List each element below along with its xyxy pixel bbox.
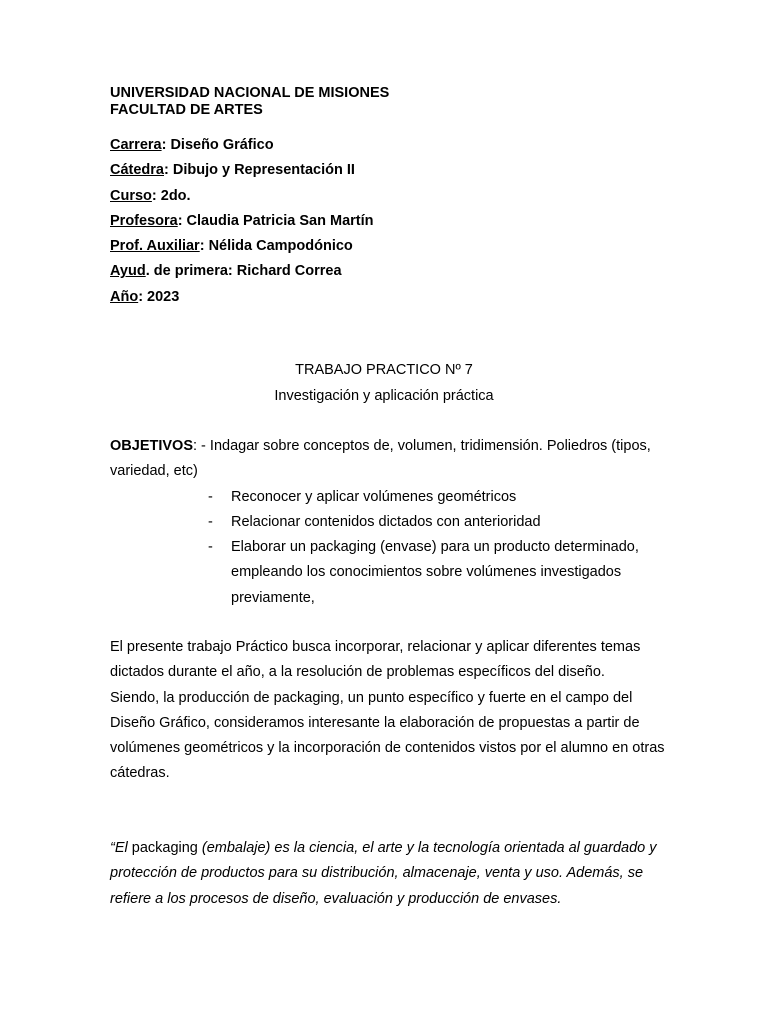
objectives-label: OBJETIVOS	[110, 438, 193, 454]
info-value: : 2023	[138, 288, 180, 305]
quote-rest: (embalaje) es la ciencia, el arte y la tecnología orientada al guardado y protección de productos para su distribución, almacenaje, venta y uso. Además, se refiere a los procesos de diseño, evaluación y producción de envases.	[110, 840, 657, 907]
info-label: Ayud	[110, 263, 146, 280]
info-value: : Nélida Campodónico	[199, 238, 353, 255]
document-header	[110, 85, 670, 119]
document-title: TRABAJO PRACTICO Nº 7	[295, 362, 473, 378]
dash-bullet: -	[208, 513, 213, 530]
info-value: : Dibujo y Representación II	[164, 162, 355, 179]
course-info	[110, 133, 670, 310]
university-name: UNIVERSIDAD NACIONAL DE MISIONES	[110, 85, 390, 101]
info-label: Prof. Auxiliar	[110, 238, 200, 255]
info-value: . de primera: Richard Correa	[145, 263, 342, 280]
body-paragraphs	[110, 635, 670, 787]
objectives-section	[110, 434, 670, 611]
info-label: Carrera	[110, 137, 162, 153]
info-line-prof-auxiliar	[110, 234, 670, 259]
packaging-quote	[110, 836, 670, 912]
info-label: Año	[110, 288, 139, 305]
objective-text: Relacionar contenidos dictados con anterioridad	[231, 513, 541, 530]
info-value: : Diseño Gráfico	[161, 137, 274, 153]
objective-first-text: : - Indagar sobre conceptos de, volumen, tridimensión. Poliedros (tipos, variedad, etc)	[110, 438, 651, 480]
paragraph-packaging: Siendo, la producción de packaging, un punto específico y fuerte en el campo del Diseño Gráfico, consideramos interesante la elaboración de propuestas a partir de volúmenes geométricos y la incorporación de contenidos vistos por el alumno en otras cátedras.	[110, 689, 665, 782]
objective-item	[110, 535, 670, 611]
objective-text: Elaborar un packaging (envase) para un producto determinado, empleando los conocimientos sobre volúmenes investigados previamente,	[231, 539, 639, 606]
objective-item	[110, 510, 670, 535]
faculty-name: FACULTAD DE ARTES	[110, 102, 263, 118]
dash-bullet: -	[208, 488, 213, 505]
info-value: : Claudia Patricia San Martín	[177, 212, 374, 229]
quote-open: “El	[110, 840, 132, 856]
info-value: : 2do.	[151, 187, 191, 204]
info-label: Curso	[110, 187, 152, 204]
info-label: Profesora	[110, 212, 178, 229]
info-line-anio	[110, 285, 670, 310]
info-line-catedra	[110, 158, 670, 183]
paragraph-intro: El presente trabajo Práctico busca incorporar, relacionar y aplicar diferentes temas dictados durante el año, a la resolución de problemas específicos del diseño.	[110, 639, 641, 681]
dash-bullet: -	[208, 539, 213, 556]
info-line-ayudante	[110, 259, 670, 284]
objective-first	[110, 434, 670, 485]
document-subtitle: Investigación y aplicación práctica	[274, 388, 494, 404]
info-label: Cátedra	[110, 162, 164, 179]
objective-item	[110, 485, 670, 510]
objective-text: Reconocer y aplicar volúmenes geométricos	[231, 488, 517, 505]
info-line-curso	[110, 184, 670, 209]
info-line-profesora	[110, 209, 670, 234]
info-line-carrera	[110, 133, 670, 158]
quote-packaging-word: packaging	[131, 840, 198, 856]
